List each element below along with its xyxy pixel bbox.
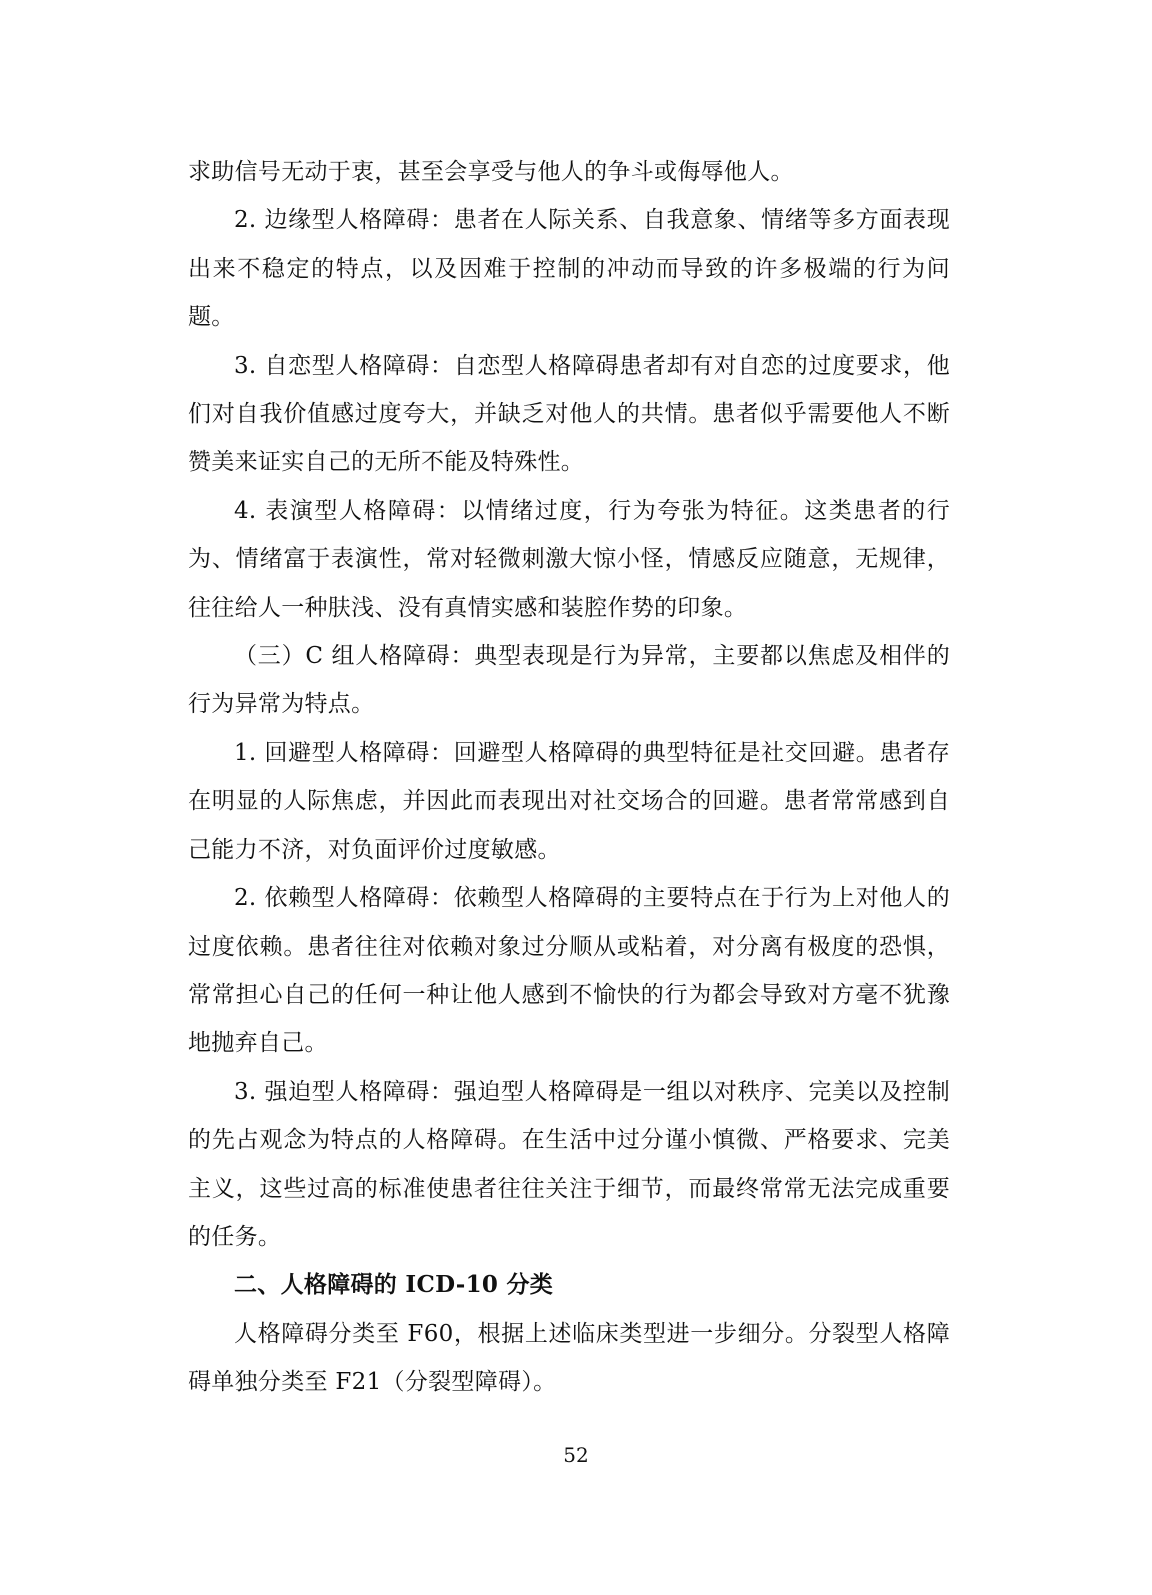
body-text xyxy=(188,148,950,1407)
section-paragraph: 人格障碍分类至 F60，根据上述临床类型进一步细分。分裂型人格障碍单独分类至 F21（分裂型障碍）。 xyxy=(188,1320,950,1396)
paragraph-borderline: 2. 边缘型人格障碍：患者在人际关系、自我意象、情绪等多方面表现出来不稳定的特点，以及因难于控制的冲动而导致的许多极端的行为问题。 xyxy=(188,207,950,331)
section-heading: 二、人格障碍的 ICD-10 分类 xyxy=(234,1271,554,1299)
page-number: 52 xyxy=(563,1443,589,1467)
paragraph-avoidant: 1. 回避型人格障碍：回避型人格障碍的典型特征是社交回避。患者存在明显的人际焦虑，并因此而表现出对社交场合的回避。患者常常感到自己能力不济，对负面评价过度敏感。 xyxy=(188,739,950,863)
paragraph-narcissistic: 3. 自恋型人格障碍：自恋型人格障碍患者却有对自恋的过度要求，他们对自我价值感过度夸大，并缺乏对他人的共情。患者似乎需要他人不断赞美来证实自己的无所不能及特殊性。 xyxy=(188,352,950,476)
paragraph-dependent: 2. 依赖型人格障碍：依赖型人格障碍的主要特点在于行为上对他人的过度依赖。患者往往对依赖对象过分顺从或粘着，对分离有极度的恐惧，常常担心自己的任何一种让他人感到不愉快的行为都会导致对方毫不犹豫地抛弃自己。 xyxy=(188,885,950,1057)
paragraph-histrionic: 4. 表演型人格障碍：以情绪过度，行为夸张为特征。这类患者的行为、情绪富于表演性，常对轻微刺激大惊小怪，情感反应随意，无规律，往往给人一种肤浅、没有真情实感和装腔作势的印象。 xyxy=(188,497,950,621)
paragraph-cluster-c: （三）C 组人格障碍：典型表现是行为异常，主要都以焦虑及相伴的行为异常为特点。 xyxy=(188,643,950,718)
paragraph-continuation: 求助信号无动于衷，甚至会享受与他人的争斗或侮辱他人。 xyxy=(188,159,794,185)
paragraph-obsessive: 3. 强迫型人格障碍：强迫型人格障碍是一组以对秩序、完美以及控制的先占观念为特点的人格障碍。在生活中过分谨小慎微、严格要求、完美主义，这些过高的标准使患者往往关注于细节，而最终常常无法完成重要的任务。 xyxy=(188,1078,950,1250)
